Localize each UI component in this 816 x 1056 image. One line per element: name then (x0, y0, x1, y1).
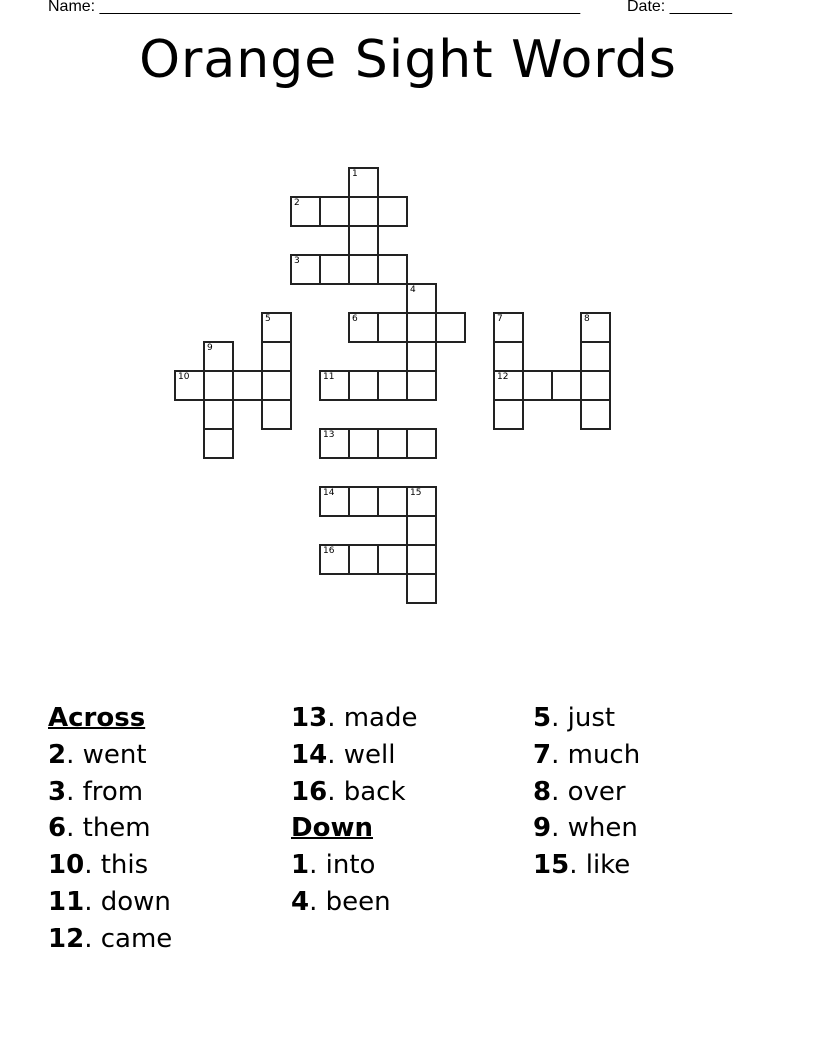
grid-cell[interactable] (377, 370, 408, 401)
grid-cell[interactable] (348, 225, 379, 256)
grid-cell[interactable] (348, 196, 379, 227)
across-heading: Across (48, 703, 146, 733)
grid-cell[interactable] (377, 486, 408, 517)
grid-cell-4[interactable] (406, 283, 437, 314)
clue-number: 8 (533, 776, 552, 807)
grid-cell[interactable] (493, 399, 524, 430)
clue-number: 12 (48, 923, 85, 954)
cell-number: 10 (178, 372, 190, 382)
clue-number: 4 (291, 886, 310, 917)
clue-number: 15 (533, 850, 570, 881)
grid-cell-7[interactable] (493, 312, 524, 343)
grid-cell[interactable] (348, 544, 379, 575)
grid-cell-12[interactable] (493, 370, 524, 401)
clue-number: 2 (48, 739, 67, 770)
cell-number: 8 (584, 314, 590, 324)
clue-number: 5 (533, 703, 552, 733)
page-title: Orange Sight Words (139, 30, 677, 90)
grid-cell[interactable] (348, 370, 379, 401)
clue-number: 16 (291, 776, 328, 807)
cell-number: 6 (352, 314, 358, 324)
crossword-grid (175, 168, 625, 608)
grid-cell[interactable] (261, 370, 292, 401)
grid-cell[interactable] (406, 428, 437, 459)
clue-across-2: 2. went (48, 739, 147, 770)
grid-cell[interactable] (348, 428, 379, 459)
date-field-label: Date: _______ (627, 0, 732, 15)
cell-number: 1 (352, 169, 358, 179)
cell-number: 3 (294, 256, 300, 266)
grid-cell[interactable] (580, 399, 611, 430)
clue-word: made (343, 703, 418, 733)
clue-word: them (82, 813, 151, 844)
clue-word: down (100, 886, 171, 917)
grid-cell[interactable] (377, 254, 408, 285)
grid-cell[interactable] (406, 370, 437, 401)
clue-column-2 (291, 700, 417, 921)
grid-cell[interactable] (377, 196, 408, 227)
grid-cell[interactable] (406, 312, 437, 343)
clue-word: much (567, 739, 641, 770)
name-field-label: Name: ______________________________________________________ (48, 0, 581, 15)
clue-down-1: 1. into (291, 850, 376, 881)
clue-across-10: 10. this (48, 850, 149, 881)
cell-number: 16 (323, 546, 335, 556)
grid-cell[interactable] (406, 515, 437, 546)
clue-number: 1 (291, 850, 310, 881)
grid-cell-8[interactable] (580, 312, 611, 343)
clue-across-14: 14. well (291, 739, 396, 770)
clue-number: 14 (291, 739, 328, 770)
clue-word: from (82, 776, 144, 807)
grid-cell[interactable] (203, 399, 234, 430)
grid-cell[interactable] (377, 312, 408, 343)
cell-number: 13 (323, 430, 335, 440)
grid-cell[interactable] (493, 341, 524, 372)
clue-down-8: 8. over (533, 776, 626, 807)
grid-cell-6[interactable] (348, 312, 379, 343)
clue-number: 9 (533, 813, 552, 844)
cell-number: 7 (497, 314, 503, 324)
clue-across-3: 3. from (48, 776, 144, 807)
clue-across-13: 13. made (291, 703, 418, 733)
clue-column-3 (533, 700, 640, 884)
clue-across-16: 16. back (291, 776, 406, 807)
clue-word: into (325, 850, 376, 881)
clue-word: over (567, 776, 626, 807)
cell-number: 5 (265, 314, 271, 324)
clue-word: been (325, 886, 391, 917)
clue-word: this (100, 850, 149, 881)
clue-number: 3 (48, 776, 67, 807)
clue-number: 6 (48, 813, 67, 844)
cell-number: 14 (323, 488, 335, 498)
clue-number: 7 (533, 739, 552, 770)
cell-number: 15 (410, 488, 422, 498)
grid-cell[interactable] (203, 428, 234, 459)
grid-cell[interactable] (232, 370, 263, 401)
clue-across-11: 11. down (48, 886, 171, 917)
grid-cell-1[interactable] (348, 167, 379, 198)
grid-cell[interactable] (261, 399, 292, 430)
cell-number: 4 (410, 285, 416, 295)
clue-down-9: 9. when (533, 813, 638, 844)
clue-down-15: 15. like (533, 850, 631, 881)
grid-cell-3[interactable] (290, 254, 321, 285)
clue-down-7: 7. much (533, 739, 641, 770)
grid-cell[interactable] (203, 370, 234, 401)
grid-cell[interactable] (261, 341, 292, 372)
grid-cell[interactable] (377, 544, 408, 575)
clue-number: 10 (48, 850, 85, 881)
grid-cell-13[interactable] (319, 428, 350, 459)
grid-cell-11[interactable] (319, 370, 350, 401)
clue-word: well (343, 739, 396, 770)
cell-number: 2 (294, 198, 300, 208)
grid-cell-10[interactable] (174, 370, 205, 401)
grid-cell[interactable] (348, 254, 379, 285)
grid-cell[interactable] (435, 312, 466, 343)
grid-cell[interactable] (377, 428, 408, 459)
clue-number: 11 (48, 886, 85, 917)
clue-column-1 (48, 700, 172, 958)
grid-cell-9[interactable] (203, 341, 234, 372)
grid-cell[interactable] (406, 573, 437, 604)
grid-cell[interactable] (522, 370, 553, 401)
down-heading: Down (291, 813, 373, 844)
clue-word: went (82, 739, 147, 770)
clue-word: like (585, 850, 631, 881)
grid-cell-14[interactable] (319, 486, 350, 517)
grid-cell[interactable] (406, 544, 437, 575)
grid-cell-15[interactable] (406, 486, 437, 517)
cell-number: 12 (497, 372, 509, 382)
cell-number: 9 (207, 343, 213, 353)
clue-across-6: 6. them (48, 813, 151, 844)
clue-word: just (567, 703, 616, 733)
clue-word: back (343, 776, 406, 807)
grid-cell[interactable] (348, 486, 379, 517)
clue-number: 13 (291, 703, 328, 733)
cell-number: 11 (323, 372, 335, 382)
clue-down-4: 4. been (291, 886, 391, 917)
grid-cell[interactable] (580, 341, 611, 372)
grid-cell-5[interactable] (261, 312, 292, 343)
clue-word: when (567, 813, 638, 844)
grid-cell[interactable] (580, 370, 611, 401)
grid-cell[interactable] (319, 196, 350, 227)
grid-cell-16[interactable] (319, 544, 350, 575)
grid-cell[interactable] (319, 254, 350, 285)
grid-cell[interactable] (551, 370, 582, 401)
clue-word: came (100, 923, 173, 954)
grid-cell-2[interactable] (290, 196, 321, 227)
clue-across-12: 12. came (48, 923, 173, 954)
grid-cell[interactable] (406, 341, 437, 372)
clue-down-5: 5. just (533, 703, 616, 733)
